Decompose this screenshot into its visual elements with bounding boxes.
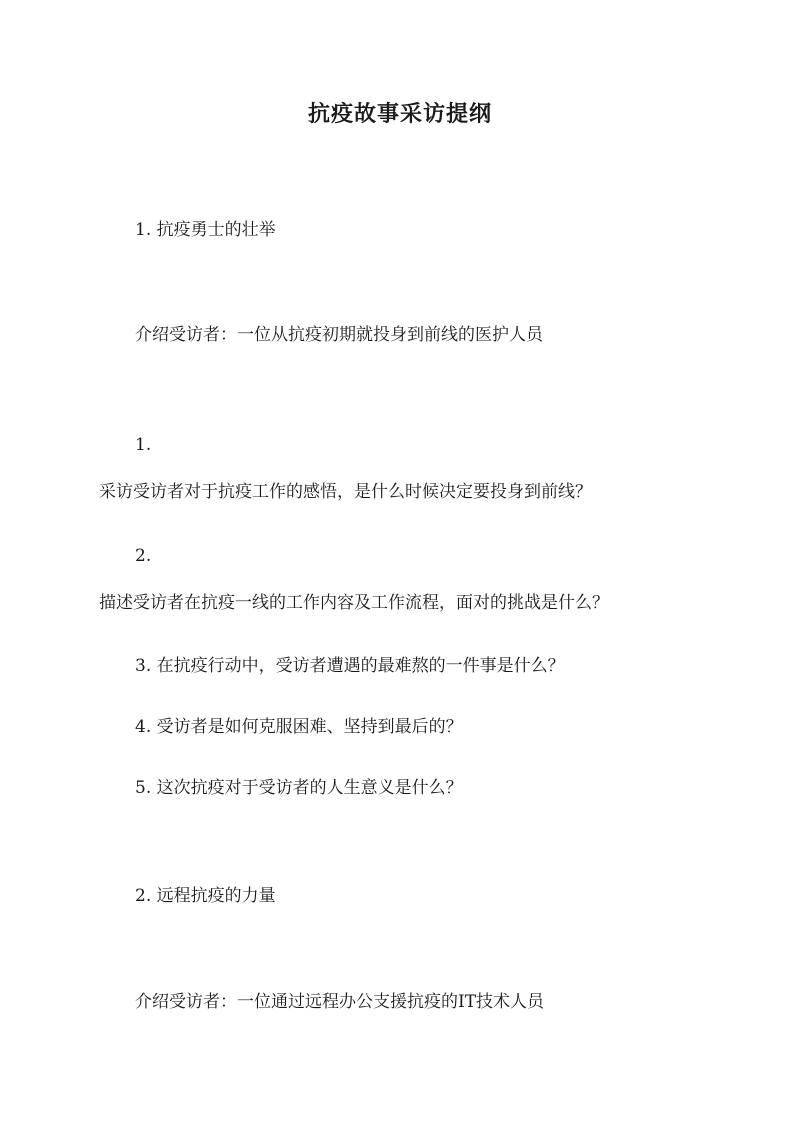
question-1-text: 采访受访者对于抗疫工作的感悟，是什么时候决定要投身到前线？: [99, 482, 592, 502]
question-2-number: 2.: [135, 546, 152, 566]
question-4: 4. 受访者是如何克服困难、坚持到最后的？: [135, 717, 463, 737]
question-5: 5. 这次抗疫对于受访者的人生意义是什么？: [135, 778, 463, 798]
question-1-number: 1.: [135, 435, 152, 455]
section-2-heading: 2. 远程抗疫的力量: [135, 886, 276, 906]
question-3: 3. 在抗疫行动中，受访者遭遇的最难熬的一件事是什么？: [135, 656, 565, 676]
question-2-text: 描述受访者在抗疫一线的工作内容及工作流程，面对的挑战是什么？: [99, 593, 609, 613]
section-1-intro: 介绍受访者：一位从抗疫初期就投身到前线的医护人员: [135, 325, 543, 345]
section-1-heading: 1. 抗疫勇士的壮举: [135, 220, 276, 240]
section-2-intro: 介绍受访者：一位通过远程办公支援抗疫的IT技术人员: [135, 992, 545, 1012]
document-title: 抗疫故事采访提纲: [307, 101, 492, 127]
